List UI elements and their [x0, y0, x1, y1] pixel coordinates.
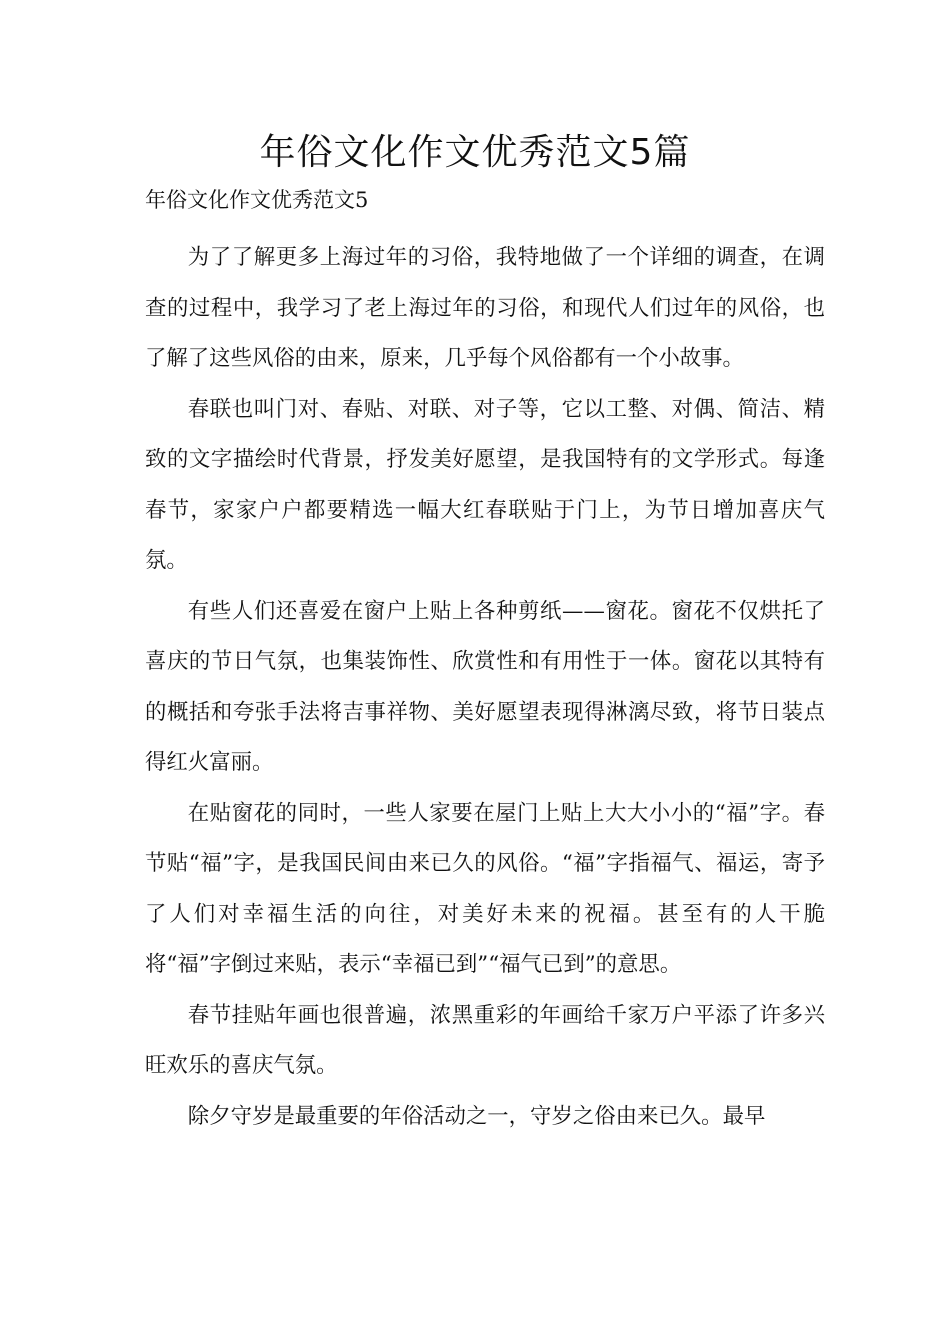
document-subtitle: 年俗文化作文优秀范文5: [145, 188, 369, 212]
document-body: [145, 233, 825, 1142]
paragraph: 有些人们还喜爱在窗户上贴上各种剪纸——窗花。窗花不仅烘托了喜庆的节日气氛，也集装饰性、欣赏性和有用性于一体。窗花以其特有的概括和夸张手法将吉事祥物、美好愿望表现得淋漓尽致，将节日装点得红火富丽。: [145, 598, 825, 775]
paragraph: 春联也叫门对、春贴、对联、对子等，它以工整、对偶、简洁、精致的文字描绘时代背景，抒发美好愿望，是我国特有的文学形式。每逢春节，家家户户都要精选一幅大红春联贴于门上，为节日增加喜庆气氛。: [145, 396, 825, 573]
paragraph: 为了了解更多上海过年的习俗，我特地做了一个详细的调查，在调查的过程中，我学习了老上海过年的习俗，和现代人们过年的风俗，也了解了这些风俗的由来，原来，几乎每个风俗都有一个小故事。: [145, 245, 825, 371]
paragraph: 在贴窗花的同时，一些人家要在屋门上贴上大大小小的“福”字。春节贴“福”字，是我国民间由来已久的风俗。“福”字指福气、福运，寄予了人们对幸福生活的向往，对美好未来的祝福。甚至有的人干脆将“福”字倒过来贴，表示“幸福已到”“福气已到”的意思。: [145, 800, 825, 977]
document-title: 年俗文化作文优秀范文5篇: [259, 132, 691, 173]
paragraph: 春节挂贴年画也很普遍，浓黑重彩的年画给千家万户平添了许多兴旺欢乐的喜庆气氛。: [145, 1002, 825, 1078]
paragraph: 除夕守岁是最重要的年俗活动之一，守岁之俗由来已久。最早: [187, 1103, 766, 1129]
